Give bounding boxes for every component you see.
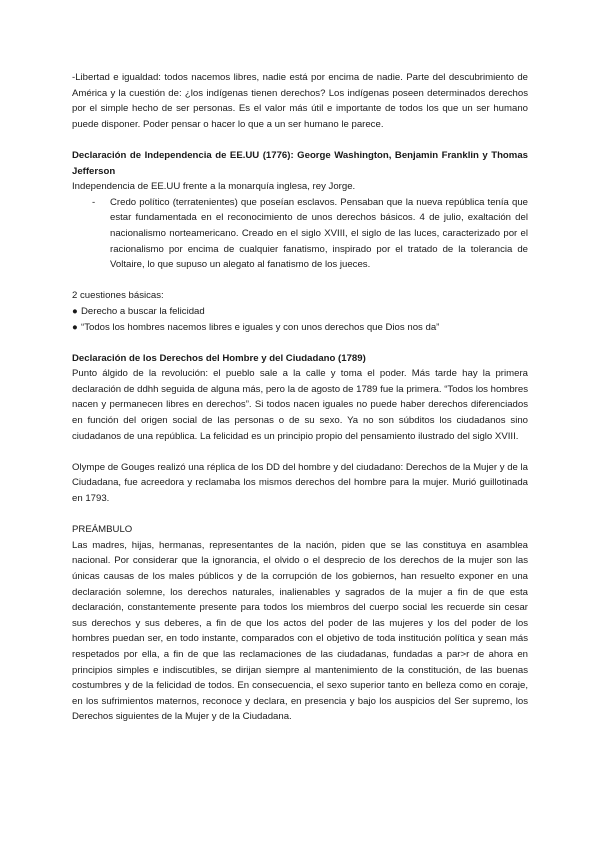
preambulo-paragraph: Las madres, hijas, hermanas, representantes de la nación, piden que se las constituya en asamblea nacional. Por considerar que la ignorancia, el olvido o el desprecio de los derechos de la mujer son las únicas causas de los males públicos y de la corrupción de los gobiernos, han resuelto exponer en una declaración solemne, los derechos naturales, inalienables y sagrados de la mujer a fin de que esta declaración, constantemente presente para todos los miembros del cuerpo social les recuerde sin cesar sus derechos y sus deberes, a fin de que los actos del poder de las mujeres y los del poder de los hombres puedan ser, en todo instante, comparados con el objetivo de toda institución política y sean más respetados por ella, a fin de que las reclamaciones de las ciudadanas, fundadas a par>r de ahora en principios simples e indiscutibles, se dirijan siempre al mantenimiento de la constitución, de las buenas costumbres y de la felicidad de todos. En consecuencia, el sexo superior tanto en belleza como en coraje, en los sufrimientos maternos, reconoce y declara, en presencia y bajo los auspicios del Ser supremo, los Derechos siguientes de la Mujer y de la Ciudadana. <box>72 539 528 723</box>
spacer <box>72 507 528 523</box>
preambulo-label: PREÁMBULO <box>72 524 133 536</box>
spacer <box>72 335 528 351</box>
list-item <box>72 320 528 336</box>
derechos-paragraph: Punto álgido de la revolución: el pueblo sale a la calle y toma el poder. Más tarde hay la primera declaración de ddhh seguida de alguna más, pero la de agosto de 1789 fue la primera. “Todos los hombres nacen y permanecen libres en derechos”. Si todos nacen iguales no puede haber derechos diferenciados en función del origen social de las personas o de su sexo. Ya no son súbditos los ciudadanos sino ciudadanos de una república. La felicidad es un principio propio del pensamiento ilustrado del siglo XVIII. <box>72 368 528 442</box>
list-item <box>72 195 528 273</box>
dash-list <box>72 195 528 273</box>
spacer <box>72 273 528 289</box>
spacer <box>72 132 528 148</box>
section-heading-independence: Declaración de Independencia de EE.UU (1776): George Washington, Benjamin Franklin y Thomas Jefferson <box>72 149 528 177</box>
list-item-text: “Todos los hombres nacemos libres e iguales y con unos derechos que Dios nos da” <box>81 321 440 333</box>
cuestiones-label: 2 cuestiones básicas: <box>72 290 164 302</box>
list-item-text: Derecho a buscar la felicidad <box>81 305 205 317</box>
gouges-paragraph: Olympe de Gouges realizó una réplica de los DD del hombre y del ciudadano: Derechos de la Mujer y de la Ciudadana, fue acreedora y reclamaba los mismos derechos del hombre para la mujer. Murió guillotinada en 1793. <box>72 461 528 505</box>
section-heading-derechos: Declaración de los Derechos del Hombre y del Ciudadano (1789) <box>72 352 366 364</box>
bullet-marker: ● <box>72 305 78 317</box>
dash-marker: - <box>92 196 96 208</box>
intro-paragraph: -Libertad e igualdad: todos nacemos libres, nadie está por encima de nadie. Parte del descubrimiento de América y la cuestión de: ¿los indígenas tienen derechos? Los indígenas poseen determinados derechos por el simple hecho de ser personas. Es el valor más útil e importante de todos los que un ser humano puede disponer. Poder pensar o hacer lo que a un ser humano le parece. <box>72 72 528 130</box>
list-item <box>72 304 528 320</box>
bullet-marker: ● <box>72 321 78 333</box>
list-item-text: Credo político (terratenientes) que poseían esclavos. Pensaban que la nueva república tenía que estar fundamentada en el reconocimiento de unos derechos básicos. 4 de julio, exaltación del nacionalismo norteamericano. Creado en el siglo XVIII, el siglo de las luces, caracterizado por el racionalismo por encima de cualquier fanatismo, inspirado por el tratado de la tolerancia de Voltaire, lo que supuso un alegato al fanatismo de los jueces. <box>110 196 528 271</box>
independence-line: Independencia de EE.UU frente a la monarquía inglesa, rey Jorge. <box>72 181 356 193</box>
bullet-list <box>72 304 528 335</box>
spacer <box>72 444 528 460</box>
